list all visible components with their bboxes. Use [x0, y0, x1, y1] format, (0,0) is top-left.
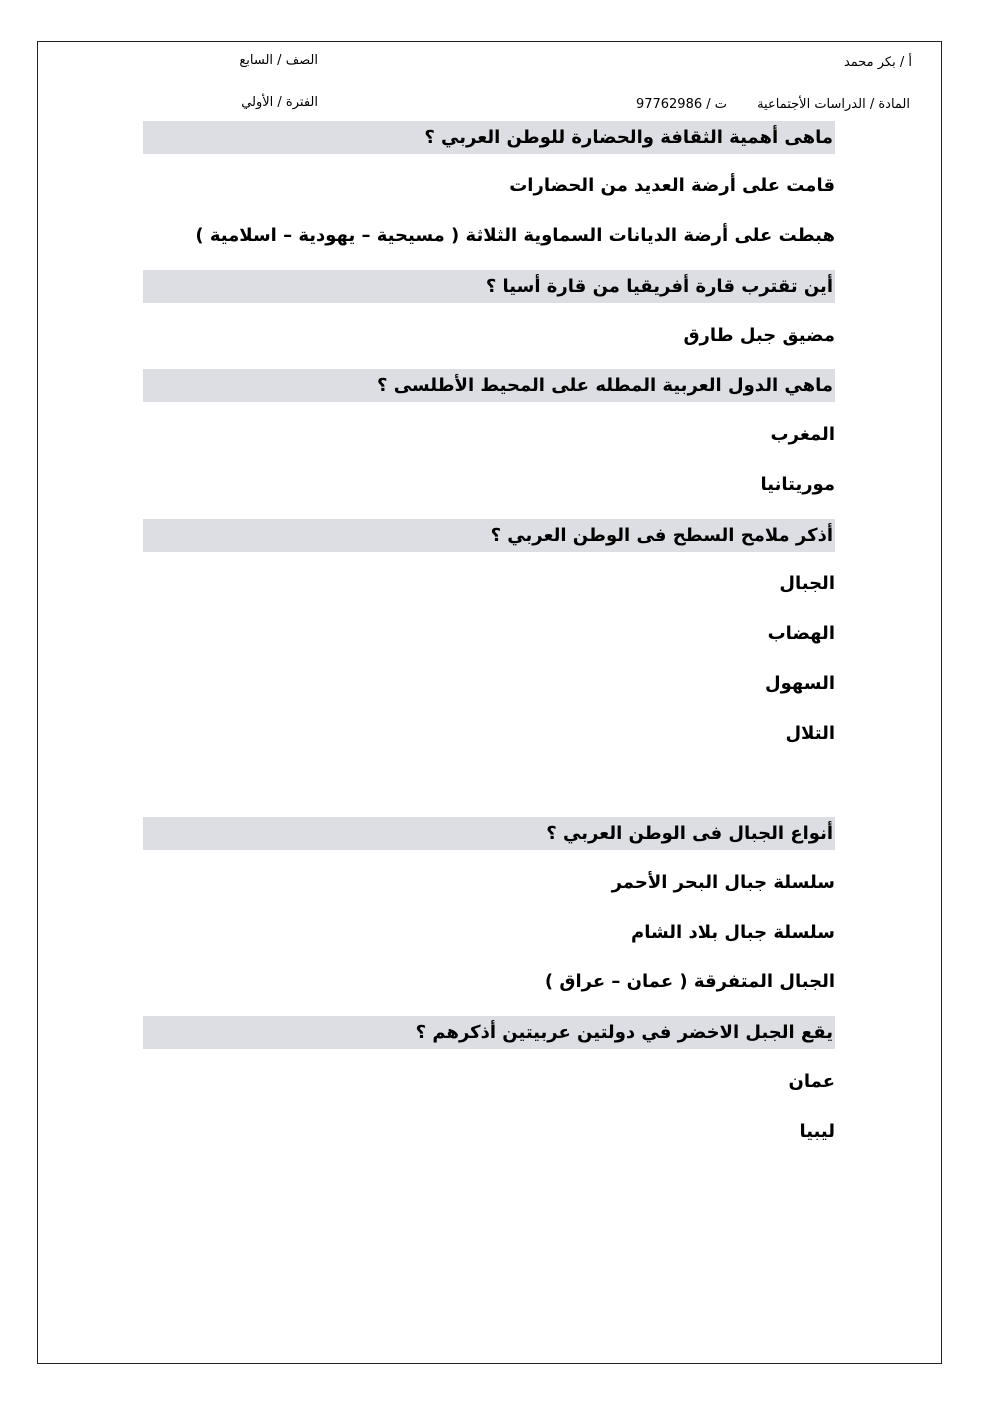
- answer-5-2: سلسلة جبال بلاد الشام: [631, 922, 835, 943]
- answer-6-1: عمان: [788, 1071, 835, 1092]
- question-5: أنواع الجبال فى الوطن العربي ؟: [143, 817, 835, 850]
- question-1: ماهى أهمية الثقافة والحضارة للوطن العربي ؟: [143, 121, 835, 154]
- answer-4-1: الجبال: [779, 573, 835, 594]
- answer-1-2: هبطت على أرضة الديانات السماوية الثلاثة ( مسيحية – يهودية – اسلامية ): [195, 225, 835, 246]
- answer-6-2: ليبيا: [799, 1121, 835, 1142]
- answer-5-3: الجبال المتفرقة ( عمان – عراق ): [544, 971, 835, 992]
- question-4: أذكر ملامح السطح فى الوطن العربي ؟: [143, 519, 835, 552]
- answer-4-3: السهول: [764, 673, 835, 694]
- answer-1-1: قامت على أرضة العديد من الحضارات: [509, 175, 835, 196]
- question-2: أين تقترب قارة أفريقيا من قارة أسيا ؟: [143, 270, 835, 303]
- teacher-name: أ / بكر محمد: [843, 55, 912, 70]
- answer-2-1: مضيق جبل طارق: [683, 325, 835, 346]
- answer-4-4: التلال: [785, 723, 835, 744]
- answer-4-2: الهضاب: [767, 623, 835, 644]
- phone-label: ت / 97762986: [635, 97, 727, 112]
- grade-label: الصف / السابع: [239, 53, 318, 68]
- answer-3-2: موريتانيا: [760, 474, 835, 495]
- question-3: ماهي الدول العربية المطله على المحيط الأطلسى ؟: [143, 369, 835, 402]
- term-label: الفترة / الأولي: [241, 95, 318, 110]
- answer-3-1: المغرب: [770, 424, 835, 445]
- question-6: يقع الجبل الاخضر في دولتين عربيتين أذكرهم ؟: [143, 1016, 835, 1049]
- answer-5-1: سلسلة جبال البحر الأحمر: [611, 872, 835, 893]
- subject-label: المادة / الدراسات الأجتماعية: [757, 97, 910, 112]
